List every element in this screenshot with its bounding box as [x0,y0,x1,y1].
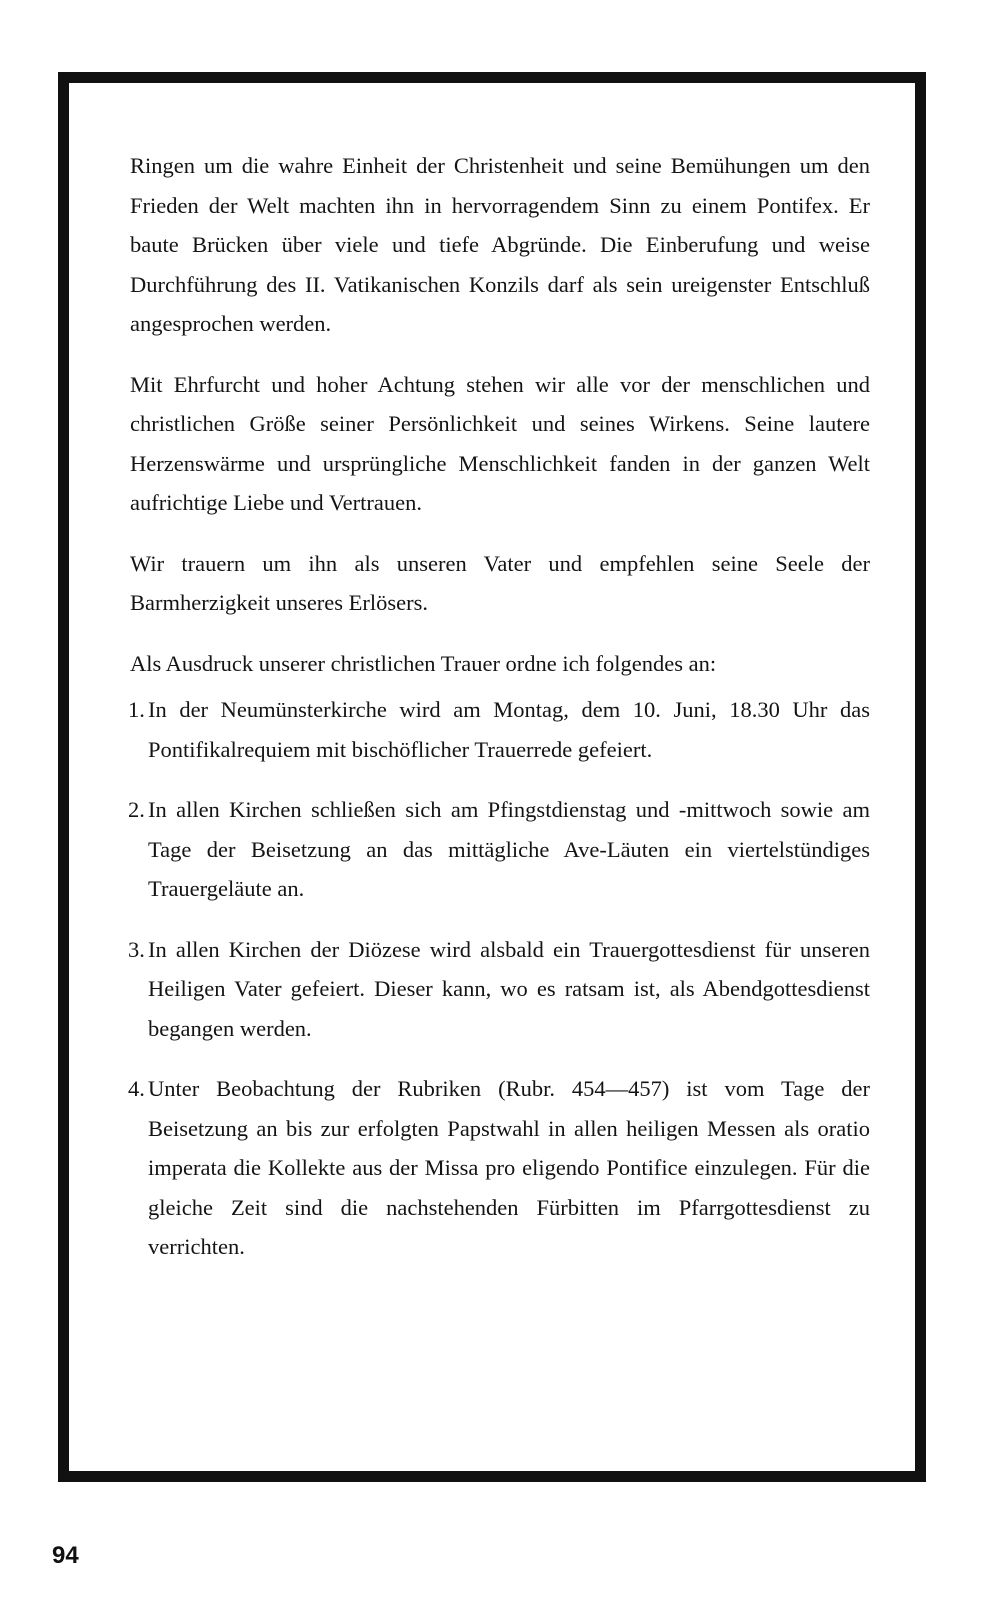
list-item-text: In allen Kirchen der Diözese wird alsbald ein Trauergottesdienst für unseren Heiligen Vater gefeiert. Dieser kann, wo es ratsam ist, als Abendgottesdienst begangen werden. [148,936,870,1041]
ordinance-list [130,690,870,1267]
list-item-number: 2. [128,797,145,822]
paragraph-mourning: Wir trauern um ihn als unseren Vater und empfehlen seine Seele der Barmherzigkeit unseres Erlösers. [130,550,870,615]
list-item-4 [130,1069,870,1267]
list-item-3 [130,930,870,1049]
list-item-2 [130,790,870,909]
list-item-number: 4. [128,1076,145,1101]
document-body [130,146,870,1288]
page-number: 94 [52,1542,79,1569]
list-item-text: In der Neumünsterkirche wird am Montag, dem 10. Juni, 18.30 Uhr das Pontifikalrequiem mit bischöflicher Trauerrede gefeiert. [148,697,870,762]
list-intro: Als Ausdruck unserer christlichen Trauer ordne ich folgendes an: [130,650,717,676]
paragraph-pontifex: Ringen um die wahre Einheit der Christenheit und seine Bemühungen um den Frieden der Welt machten ihn in hervorragendem Sinn zu einem Pontifex. Er baute Brücken über viele und tiefe Abgründe. Die Einberufung und weise Durchführung des II. Vatikanischen Konzils darf als sein ureigenster Entschluß angesprochen werden. [130,153,870,336]
list-item-1 [130,690,870,769]
list-item-number: 3. [128,936,145,962]
paragraph-reverence: Mit Ehrfurcht und hoher Achtung stehen wir alle vor der menschlichen und christlichen Größe seiner Persönlichkeit und seines Wirkens. Seine lautere Herzenswärme und ursprüngliche Menschlichkeit fanden in der ganzen Welt aufrichtige Liebe und Vertrauen. [130,371,870,515]
list-item-text: In allen Kirchen schließen sich am Pfingstdienstag und -mittwoch sowie am Tage der Beisetzung an das mittägliche Ave-Läuten ein viertelstündiges Trauergeläute an. [148,797,870,901]
list-item-text: Unter Beobachtung der Rubriken (Rubr. 454—457) ist vom Tage der Beisetzung an bis zur erfolgten Papstwahl in allen heiligen Messen als oratio imperata die Kollekte aus der Missa pro eligendo Pontifice einzulegen. Für die gleiche Zeit sind die nachstehenden Fürbitten im Pfarrgottesdienst zu verrichten. [148,1076,870,1259]
list-item-number: 1. [128,697,145,722]
